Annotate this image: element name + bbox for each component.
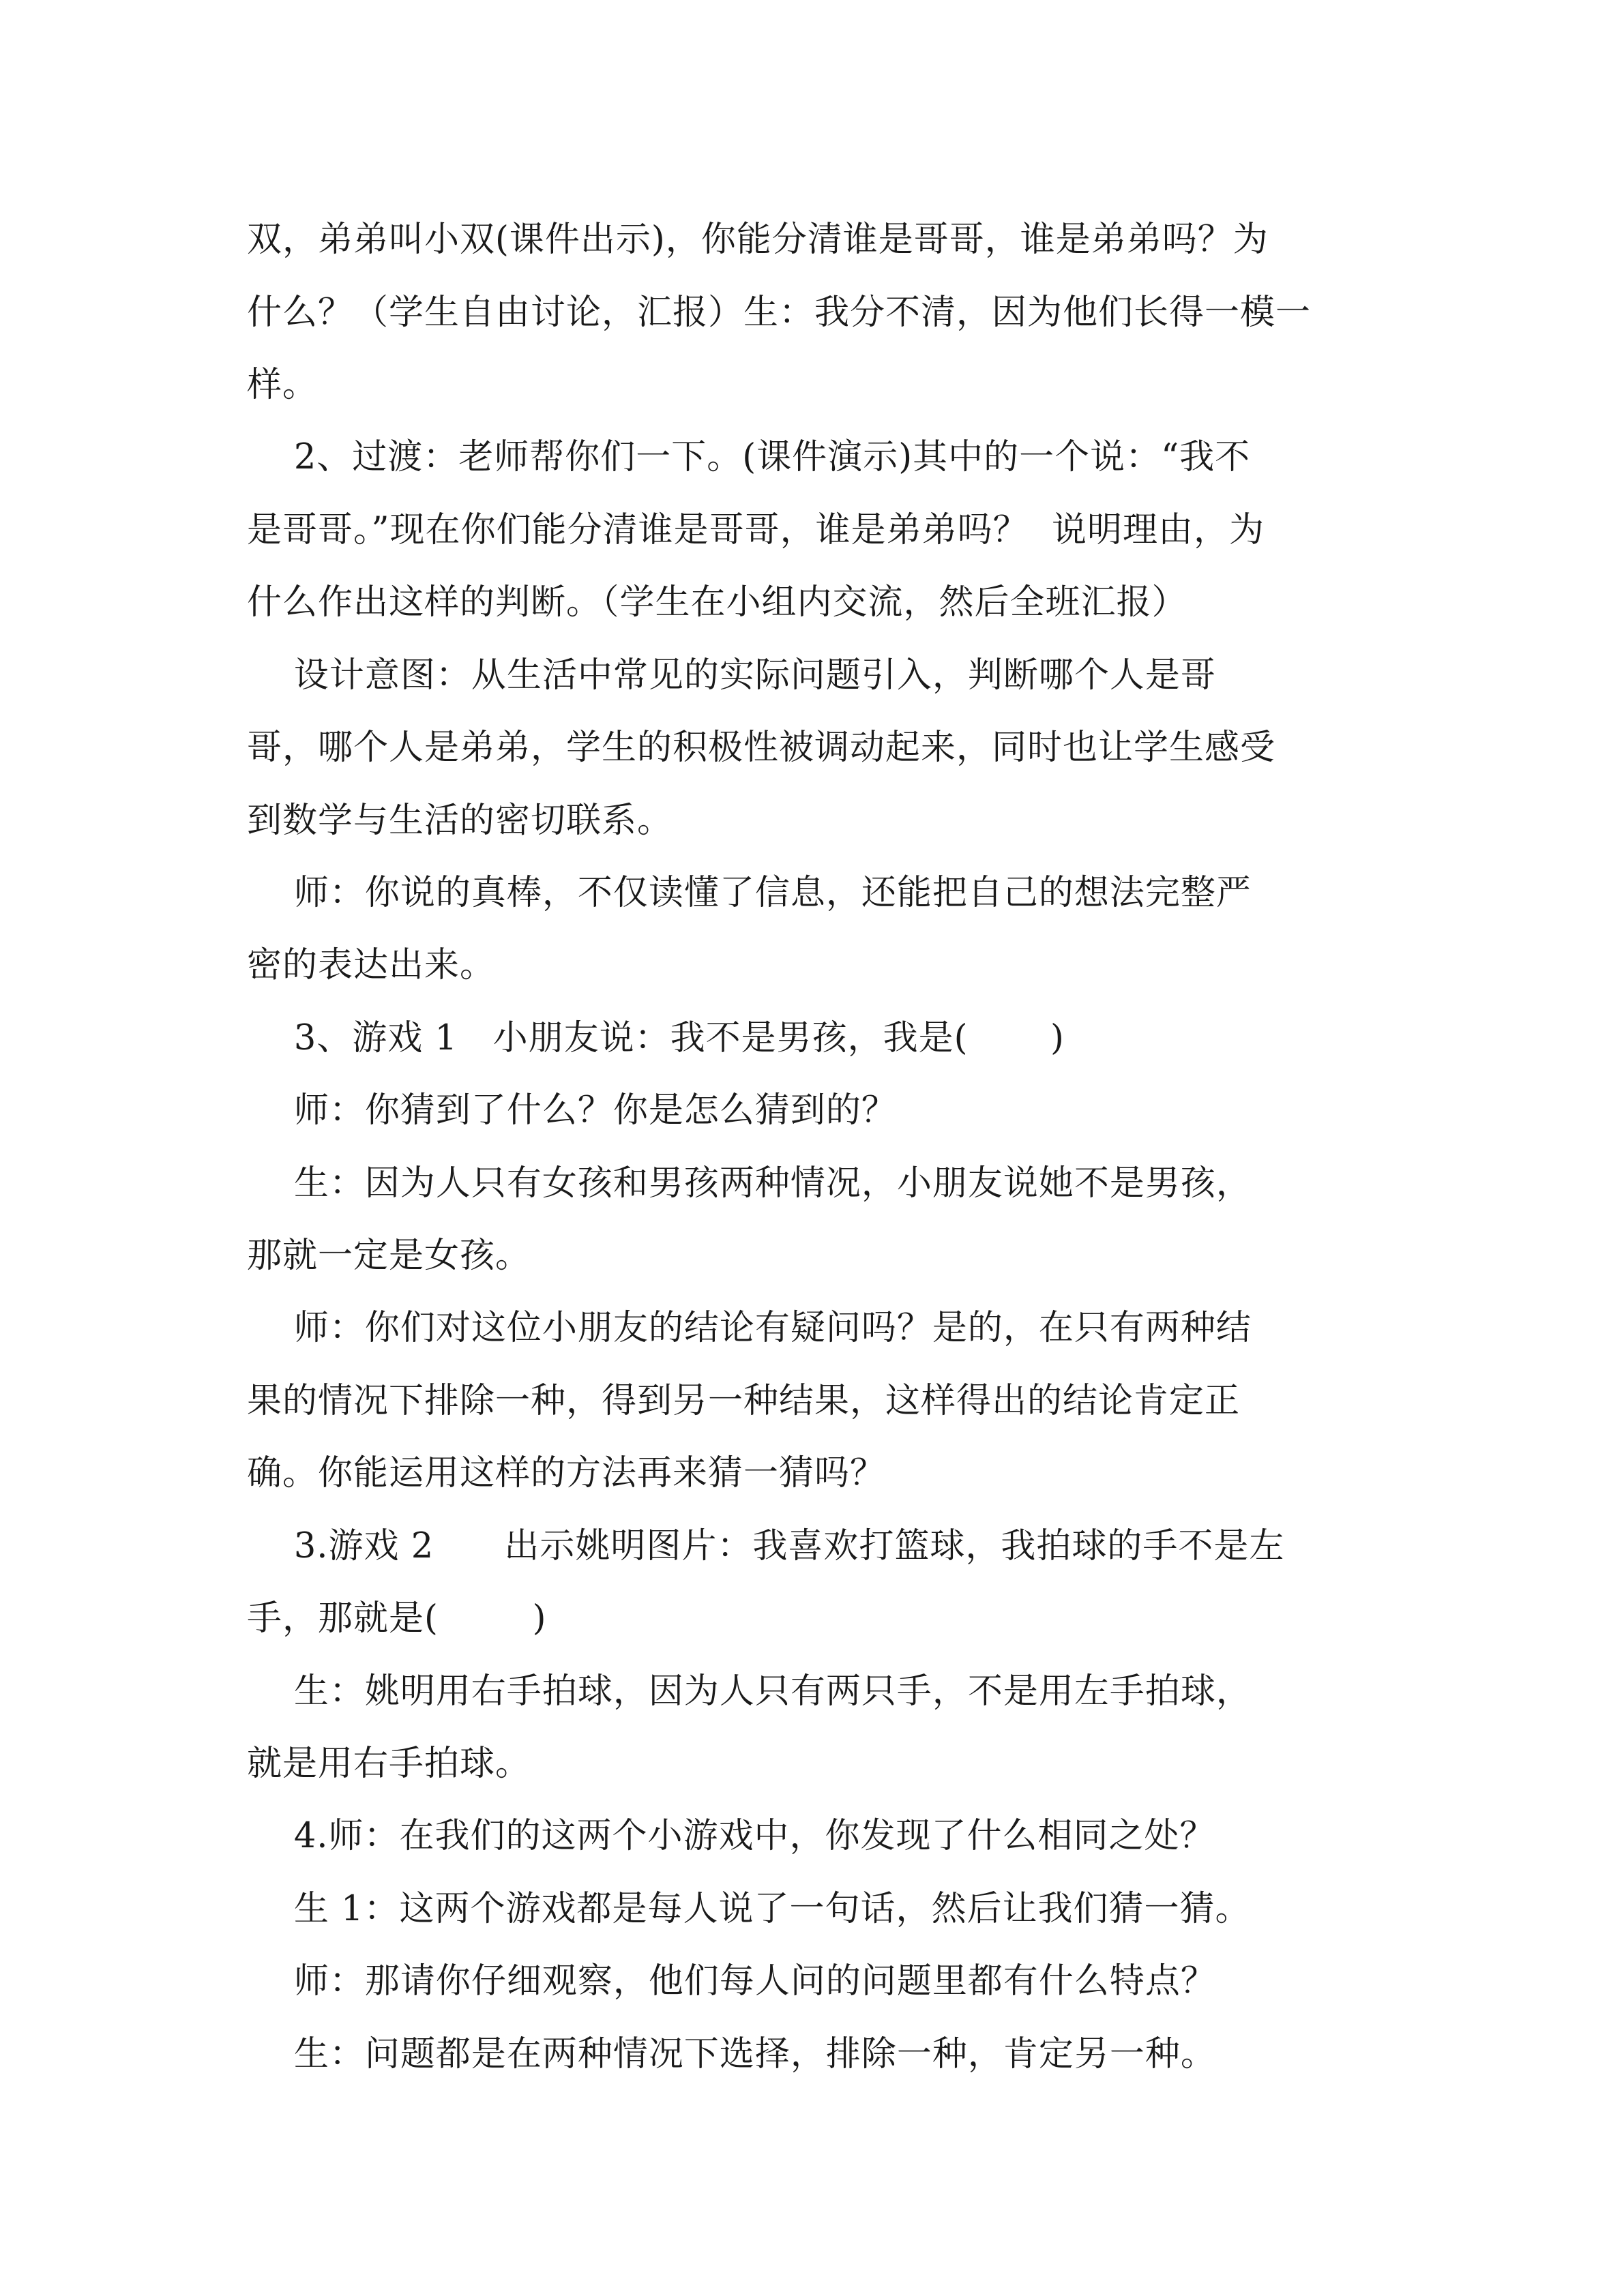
text-line: 2、过渡：老师帮你们一下。(课件演示)其中的一个说：“我不: [247, 437, 1251, 477]
text-line: 哥，哪个人是弟弟，学生的积极性被调动起来，同时也让学生感受: [247, 728, 1276, 768]
text-line: 确。你能运用这样的方法再来猜一猜吗？: [247, 1453, 886, 1493]
text-line: 师：你说的真棒，不仅读懂了信息，还能把自己的想法完整严: [247, 873, 1252, 913]
text-line: 生：姚明用右手拍球，因为人只有两只手，不是用左手拍球，: [247, 1671, 1252, 1712]
text-line: 4.师：在我们的这两个小游戏中，你发现了什么相同之处？: [247, 1816, 1215, 1856]
text-line: 师：那请你仔细观察，他们每人问的问题里都有什么特点？: [247, 1961, 1216, 2001]
text-line: 生 1：这两个游戏都是每人说了一句话，然后让我们猜一猜。: [247, 1889, 1251, 1929]
text-line: 3.游戏 2 出示姚明图片：我喜欢打篮球，我拍球的手不是左: [247, 1526, 1285, 1566]
text-line: 到数学与生活的密切联系。: [247, 801, 673, 841]
text-line: 3、游戏 1 小朋友说：我不是男孩，我是( ): [247, 1018, 1065, 1058]
text-line: 生：问题都是在两种情况下选择，排除一种，肯定另一种。: [247, 2034, 1216, 2074]
text-line: 什么？（学生自由讨论，汇报）生：我分不清，因为他们长得一模一: [247, 293, 1312, 333]
text-line: 手，那就是( ): [247, 1598, 547, 1639]
text-line: 果的情况下排除一种，得到另一种结果，这样得出的结论肯定正: [247, 1381, 1241, 1421]
text-line: 双，弟弟叫小双(课件出示)，你能分清谁是哥哥，谁是弟弟吗？为: [247, 220, 1269, 260]
text-line: 生：因为人只有女孩和男孩两种情况，小朋友说她不是男孩，: [247, 1163, 1252, 1204]
text-line: 密的表达出来。: [247, 945, 496, 985]
text-line: 师：你猜到了什么？你是怎么猜到的？: [247, 1090, 897, 1131]
text-line: 什么作出这样的判断。（学生在小组内交流，然后全班汇报）: [247, 582, 1187, 623]
text-line: 那就一定是女孩。: [247, 1236, 531, 1276]
text-line: 师：你们对这位小朋友的结论有疑问吗？是的，在只有两种结: [247, 1308, 1252, 1348]
text-line: 是哥哥。”现在你们能分清谁是哥哥，谁是弟弟吗？ 说明理由，为: [247, 510, 1265, 550]
text-line: 设计意图：从生活中常见的实际问题引入，判断哪个人是哥: [247, 655, 1216, 696]
text-line: 就是用右手拍球。: [247, 1744, 531, 1784]
text-line: 样。: [247, 365, 319, 405]
